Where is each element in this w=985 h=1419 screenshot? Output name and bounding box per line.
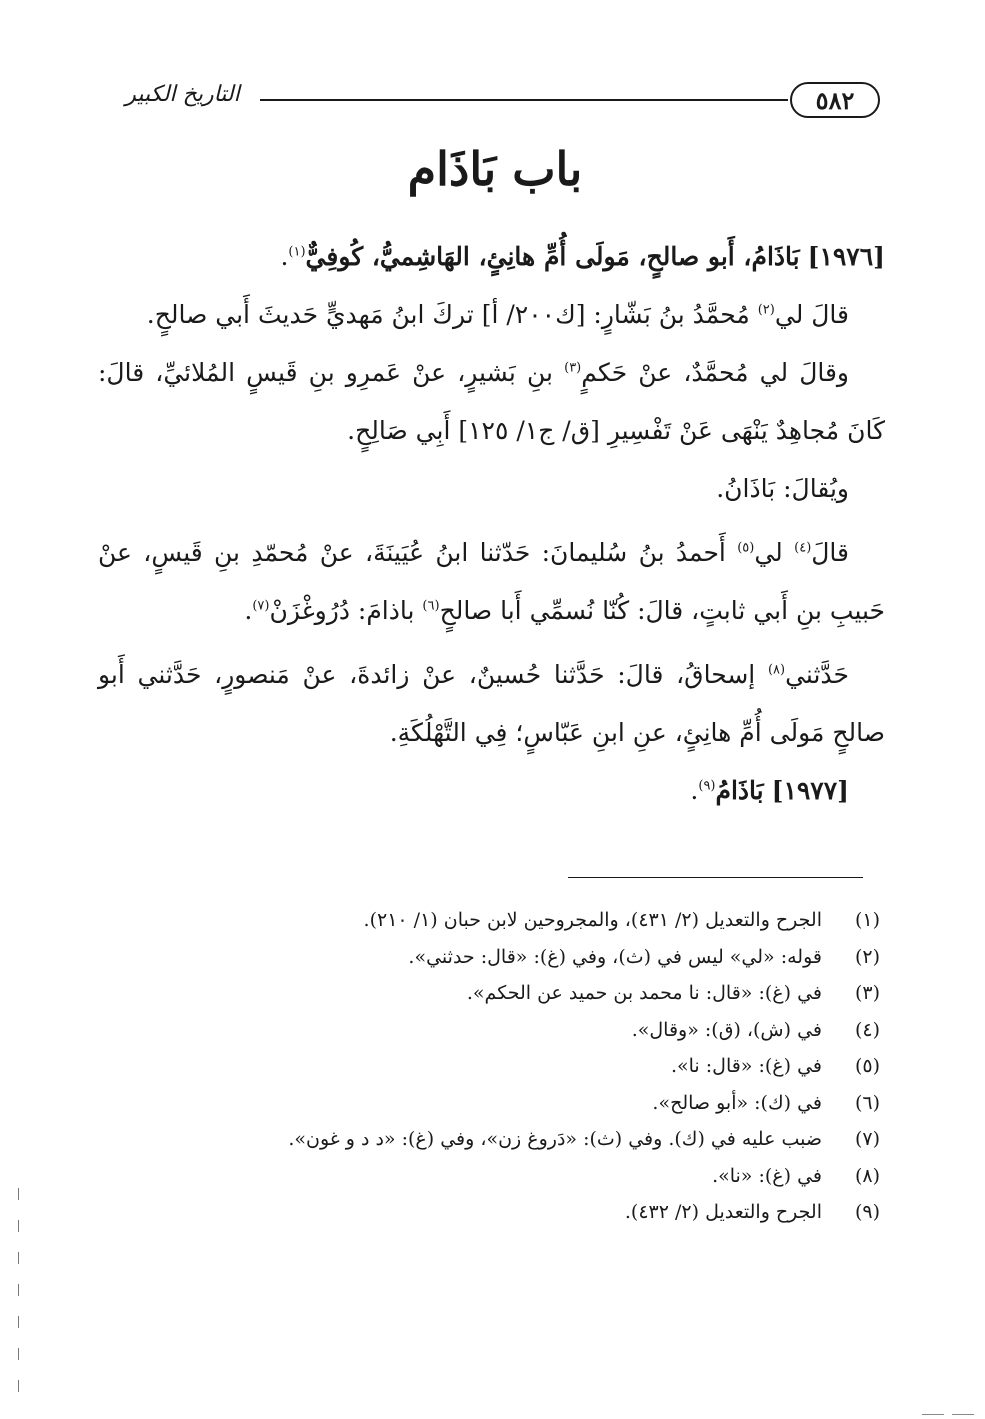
page-number: ٥٨٢ [815, 85, 855, 115]
footnote [220, 1012, 880, 1049]
footnote-ref: (٢) [757, 302, 775, 318]
corner-mark [952, 1414, 974, 1415]
footnote [220, 1048, 880, 1085]
page-number-badge [790, 82, 880, 118]
footnote-number: (١) [854, 909, 880, 931]
footnote-number: (٩) [854, 1201, 880, 1223]
text-run: إسحاقُ، قالَ: حَدَّثنا حُسينٌ، عنْ زائدةَ، عنْ مَنصورٍ، حَدَّثني أَبو صالحٍ مَولَى أُمِّ هانِئٍ، عنِ ابنِ عَبّاسٍ؛ فِي التَّهْلُكَةِ. [98, 660, 885, 747]
binding-tick [18, 1252, 19, 1264]
footnote-text: الجرح والتعديل (٢/ ٤٣٢). [624, 1201, 822, 1223]
footnotes [220, 902, 880, 1231]
text-run: مُحمَّدُ بنُ بَشّارٍ: [ك٢٠٠/ أ] تركَ ابنُ مَهديٍّ حَديثَ أَبي صالحٍ. [146, 300, 750, 329]
footnote [220, 1194, 880, 1231]
binding-tick [18, 1220, 19, 1232]
header-rule [260, 99, 788, 101]
footnote-text: قوله: «لي» ليس في (ث)، وفي (غ): «قال: حدثني». [408, 945, 822, 968]
footnote-number: (٢) [854, 945, 880, 968]
text-run: وقالَ لي مُحمَّدٌ، عنْ حَكمٍ [581, 358, 849, 387]
footnote-text: في (غ): «قال: نا». [670, 1055, 822, 1077]
text-run: لي [754, 538, 783, 567]
footnote-number: (٧) [854, 1128, 880, 1150]
text-run: باذامَ: دُرُوغْزَنْ [269, 596, 415, 625]
binding-tick [18, 1188, 19, 1200]
footnote [220, 1158, 880, 1195]
binding-tick [18, 1348, 19, 1360]
footnote-number: (٦) [854, 1091, 880, 1114]
footnote [220, 1085, 880, 1122]
footnote-ref: (٦) [422, 598, 440, 614]
entry-heading-1977 [98, 762, 885, 820]
main-text [98, 228, 885, 820]
binding-tick [18, 1284, 19, 1296]
footnote-text: الجرح والتعديل (٢/ ٤٣١)، والمجروحين لابن حبان (١/ ٢١٠). [363, 909, 822, 931]
text-run: . [244, 596, 253, 625]
footnote-text: في (ك): «أبو صالح». [652, 1091, 822, 1114]
paragraph [98, 524, 885, 640]
footnote-ref: (١) [288, 244, 306, 260]
text-run: بنِ بَشيرٍ، عنْ عَمرِو بنِ قَيسٍ المُلائيِّ، قالَ: كَانَ مُجاهِدٌ يَنْهَى عَنْ تَفْسِيرِ [ق/ ج١/ ١٢٥] أَبِي صَالِحٍ. [98, 358, 885, 445]
running-header [110, 80, 880, 124]
binding-tick [18, 1316, 19, 1328]
footnote [220, 975, 880, 1012]
footnote-text: في (ش)، (ق): «وقال». [631, 1018, 822, 1041]
footnote-ref: (٩) [698, 778, 716, 794]
entry-name: بَاذَامُ، أَبو صالحٍ، مَولَى أُمِّ هانِئٍ، الهَاشِميُّ، كُوفِيٌّ [305, 242, 800, 271]
footnote [220, 939, 880, 976]
entry-end: . [690, 776, 699, 805]
chapter-title: باب بَاذَام [407, 142, 583, 196]
footnote-number: (٤) [854, 1018, 880, 1041]
footnote-number: (٨) [854, 1164, 880, 1187]
book-title: التاريخ الكبير [125, 82, 240, 107]
text-run: حَدَّثني [785, 660, 849, 689]
paragraph [98, 646, 885, 762]
footnote-number: (٥) [854, 1055, 880, 1077]
footnote-separator [568, 877, 863, 878]
footnote-ref: (٣) [564, 360, 582, 376]
footnote-text: في (غ): «قال: نا محمد بن حميد عن الحكم». [466, 982, 822, 1004]
text-run: أَحمدُ بنُ سُليمانَ: حَدّثنا ابنُ عُيَينَةَ، عنْ مُحمّدِ بنِ قَيسٍ، عنْ حَبيبِ بنِ أَبي ثابتٍ، قالَ: كُنّا نُسمِّي أَبا صالحٍ [98, 538, 885, 625]
paragraph [98, 286, 885, 344]
text-run: قالَ [811, 538, 849, 567]
text-run: قالَ لي [774, 300, 849, 329]
entry-number: [١٩٧٦] [807, 242, 885, 271]
entry-name: بَاذَامُ [715, 776, 764, 805]
footnote-ref: (٥) [737, 540, 755, 556]
footnote-text: في (غ): «نا». [712, 1164, 822, 1187]
entry-number: [١٩٧٧] [771, 776, 849, 805]
binding-tick [18, 1380, 19, 1392]
footnote [220, 1121, 880, 1158]
paragraph [98, 344, 885, 460]
corner-mark [922, 1414, 944, 1415]
footnote [220, 902, 880, 939]
paragraph: ويُقالَ: بَاذَانُ. [716, 474, 849, 503]
footnote-text: ضبب عليه في (ك). وفي (ث): «دَروغ زن»، وفي (غ): «د د و غون». [288, 1128, 822, 1150]
binding-marks [18, 1188, 22, 1413]
footnote-ref: (٨) [767, 662, 786, 678]
footnote-ref: (٤) [794, 540, 812, 556]
footnote-number: (٣) [854, 982, 880, 1004]
entry-end: . [280, 242, 289, 271]
entry-heading-1976 [98, 228, 885, 286]
footnote-ref: (٧) [252, 598, 270, 614]
